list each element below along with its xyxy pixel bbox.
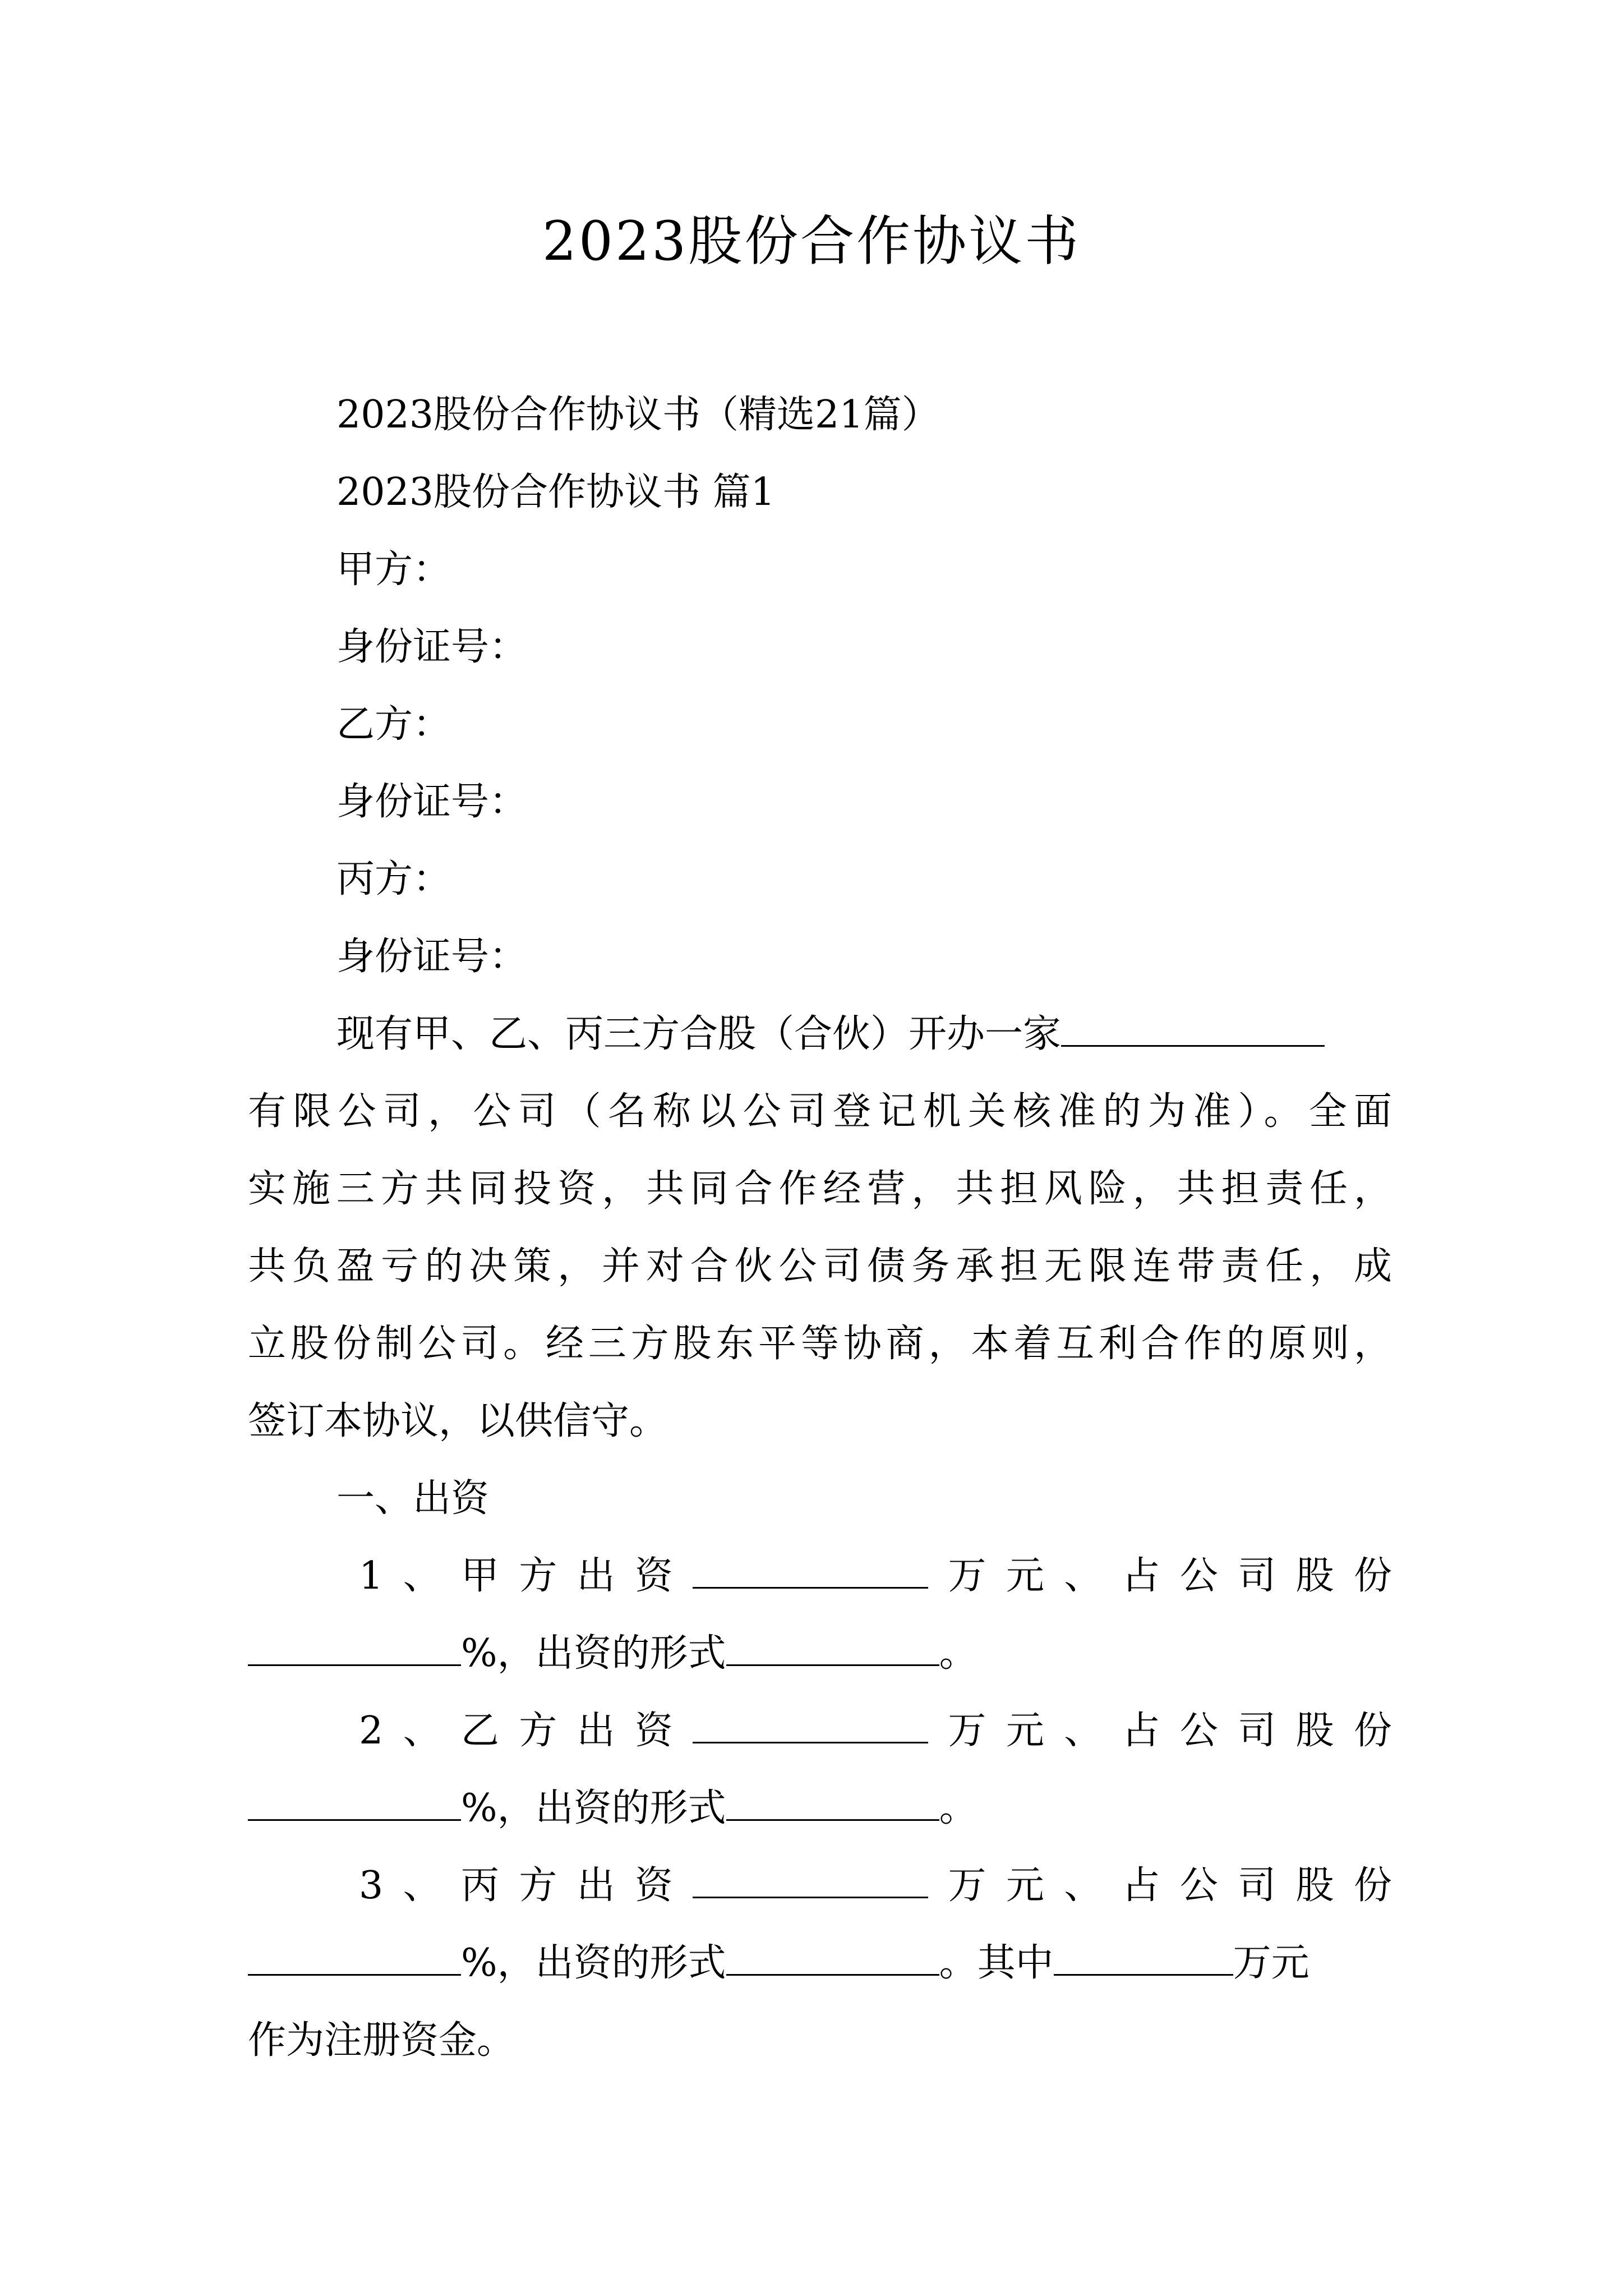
investment-1-line-2 <box>248 1626 978 1682</box>
investment-unit-char: 司 <box>1238 1709 1276 1753</box>
investment-party-char: 出 <box>577 1554 615 1598</box>
investment-party-char: 甲 <box>460 1554 499 1598</box>
investment-party-char: 方 <box>519 1709 557 1753</box>
investment-2-line-2 <box>248 1780 978 1837</box>
investment-unit-char: 司 <box>1238 1864 1276 1908</box>
registered-capital-blank <box>1054 1939 1233 1976</box>
intro-line-1 <box>336 1006 1325 1062</box>
company-name-blank <box>1061 1010 1325 1047</box>
intro-line-2: 有限公司，公司（名称以公司登记机关核准的为准）。全面 <box>248 1089 1392 1134</box>
investment-number: 3 <box>359 1864 384 1908</box>
investment-unit-char: 万 <box>948 1554 986 1598</box>
investment-unit-char: 司 <box>1238 1554 1276 1598</box>
percent-text: %，出资的形式 <box>461 1631 726 1676</box>
investment-unit-char: 公 <box>1179 1709 1218 1753</box>
intro-line-6: 签订本协议，以供信守。 <box>248 1399 668 1443</box>
investment-party-char: 乙 <box>460 1709 499 1753</box>
investment-unit-char: 占 <box>1122 1864 1160 1908</box>
amount-blank <box>693 1862 928 1898</box>
investment-party-char: 丙 <box>460 1864 499 1908</box>
party-b-label: 乙方： <box>336 702 451 747</box>
investment-separator: 、 <box>403 1554 441 1598</box>
line-end: 。 <box>939 1631 978 1676</box>
party-b-id-label: 身份证号： <box>336 780 528 824</box>
closing-line: 作为注册资金。 <box>248 2018 515 2063</box>
subtitle: 2023股份合作协议书（精选21篇） <box>336 393 940 437</box>
clause-heading: 一、出资 <box>336 1476 490 1521</box>
amount-blank <box>693 1552 928 1589</box>
investment-unit-char: 份 <box>1353 1709 1392 1753</box>
party-a-id-label: 身份证号： <box>336 625 528 669</box>
amount-blank <box>693 1707 928 1743</box>
line-end: 。其中 <box>939 1941 1054 1985</box>
investment-1-line-1 <box>359 1548 1392 1604</box>
percent-text: %，出资的形式 <box>461 1786 726 1830</box>
investment-2-line-1 <box>359 1703 1392 1759</box>
investment-party-char: 资 <box>634 1554 673 1598</box>
party-c-label: 丙方： <box>336 857 451 901</box>
investment-number: 1 <box>359 1554 384 1598</box>
form-blank <box>726 1784 939 1821</box>
investment-unit-char: 万 <box>948 1709 986 1753</box>
investment-party-char: 资 <box>634 1864 673 1908</box>
investment-unit-char: 份 <box>1353 1554 1392 1598</box>
investment-unit-char: 、 <box>1064 1709 1103 1753</box>
share-percent-blank <box>248 1784 461 1821</box>
investment-party-char: 资 <box>634 1709 673 1753</box>
intro-line-5: 立股份制公司。经三方股东平等协商，本着互利合作的原则， <box>248 1322 1392 1366</box>
investment-unit-char: 股 <box>1295 1554 1334 1598</box>
form-blank <box>726 1630 939 1666</box>
investment-separator: 、 <box>403 1709 441 1753</box>
investment-unit-char: 元 <box>1006 1864 1044 1908</box>
investment-unit-char: 股 <box>1295 1864 1334 1908</box>
investment-separator: 、 <box>403 1864 441 1908</box>
investment-number: 2 <box>359 1709 384 1753</box>
investment-party-char: 方 <box>519 1554 557 1598</box>
investment-party-char: 出 <box>577 1709 615 1753</box>
investment-unit-char: 元 <box>1006 1554 1044 1598</box>
registered-capital-unit: 万元 <box>1233 1941 1310 1985</box>
investment-unit-char: 元 <box>1006 1709 1044 1753</box>
party-c-id-label: 身份证号： <box>336 935 528 979</box>
investment-unit-char: 占 <box>1122 1709 1160 1753</box>
investment-party-char: 出 <box>577 1864 615 1908</box>
party-a-label: 甲方： <box>336 547 451 592</box>
investment-unit-char: 公 <box>1179 1554 1218 1598</box>
percent-text: %，出资的形式 <box>461 1941 726 1985</box>
investment-unit-char: 份 <box>1353 1864 1392 1908</box>
form-blank <box>726 1939 939 1976</box>
section-heading: 2023股份合作协议书 篇1 <box>336 470 775 514</box>
investment-unit-char: 、 <box>1064 1864 1103 1908</box>
share-percent-blank <box>248 1939 461 1976</box>
investment-unit-char: 万 <box>948 1864 986 1908</box>
intro-text: 现有甲、乙、丙三方合股（合伙）开办一家 <box>336 1012 1062 1056</box>
investment-unit-char: 股 <box>1295 1709 1334 1753</box>
investment-unit-char: 公 <box>1179 1864 1218 1908</box>
intro-line-4: 共负盈亏的决策，并对合伙公司债务承担无限连带责任，成 <box>248 1244 1392 1289</box>
investment-3-line-1 <box>359 1858 1392 1914</box>
share-percent-blank <box>248 1630 461 1666</box>
investment-unit-char: 、 <box>1064 1554 1103 1598</box>
investment-party-char: 方 <box>519 1864 557 1908</box>
document-title: 2023股份合作协议书 <box>542 210 1081 273</box>
line-end: 。 <box>939 1786 978 1830</box>
investment-3-line-2 <box>248 1935 1310 1991</box>
intro-line-3: 实施三方共同投资，共同合作经营，共担风险，共担责任， <box>248 1167 1392 1211</box>
investment-unit-char: 占 <box>1122 1554 1160 1598</box>
